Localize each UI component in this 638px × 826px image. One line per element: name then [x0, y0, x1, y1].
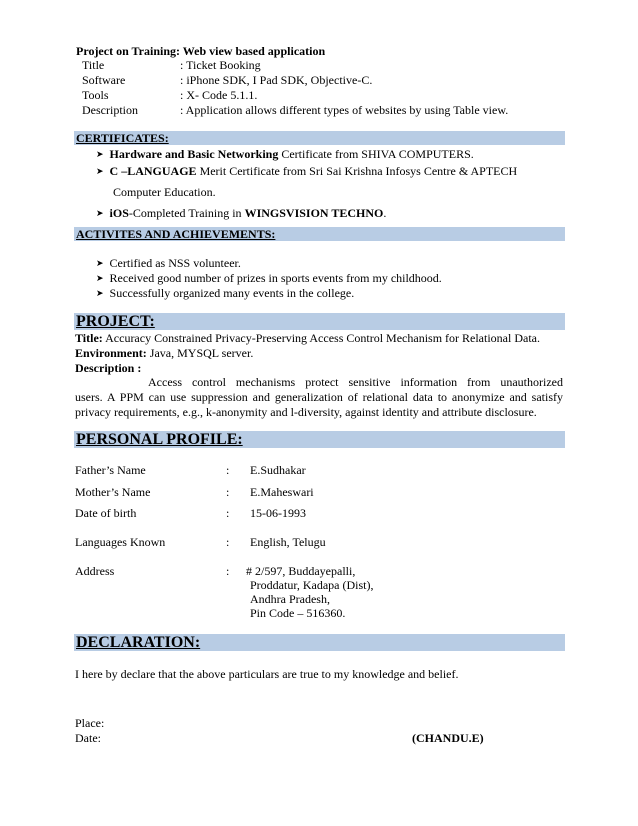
arrow-bullet-icon: ➤	[96, 167, 104, 177]
profile-value: E.Maheswari	[250, 485, 314, 499]
place-label: Place:	[75, 716, 105, 730]
project-description-label: Description :	[75, 361, 142, 375]
training-label-description: Description	[82, 103, 138, 117]
profile-label: Languages Known	[75, 535, 166, 549]
activity-text: Certified as NSS volunteer.	[109, 256, 241, 270]
certificate-detail: Certificate from SHIVA COMPUTERS.	[278, 147, 474, 161]
certificate-name: iOS	[109, 206, 129, 220]
project-title-value: Accuracy Constrained Privacy-Preserving Access Control Mechanism for Relational Data.	[102, 331, 540, 345]
profile-value: E.Sudhakar	[250, 463, 306, 477]
certificate-institute: WINGSVISION TECHNO	[244, 206, 384, 220]
profile-value: 15-06-1993	[250, 506, 306, 520]
arrow-bullet-icon: ➤	[96, 150, 104, 160]
training-label-software: Software	[82, 73, 126, 87]
personal-heading: PERSONAL PROFILE:	[76, 431, 243, 448]
activity-item	[96, 271, 442, 286]
personal-section-bar	[74, 431, 565, 448]
profile-colon: :	[226, 535, 230, 549]
address-line: Proddatur, Kadapa (Dist),	[250, 578, 374, 592]
profile-label: Address	[75, 564, 115, 578]
project-title-label: Title:	[75, 331, 103, 345]
profile-label: Date of birth	[75, 506, 137, 520]
activities-section-bar	[74, 227, 565, 241]
signature-name: (CHANDU.E)	[412, 731, 484, 745]
certificate-end: .	[383, 206, 387, 220]
arrow-bullet-icon: ➤	[96, 274, 104, 284]
training-label-title: Title	[82, 58, 105, 72]
activity-item	[96, 286, 354, 301]
certificate-detail: -Completed Training in	[128, 206, 245, 220]
project-environment-line	[75, 346, 253, 361]
certificate-item	[96, 147, 474, 162]
profile-colon: :	[226, 463, 230, 477]
project-description-line: Access control mechanisms protect sensitive information from unauthorized	[148, 375, 563, 389]
declaration-heading: DECLARATION:	[76, 634, 201, 651]
address-line: Andhra Pradesh,	[250, 592, 330, 606]
training-heading	[76, 44, 325, 59]
activities-heading: ACTIVITES AND ACHIEVEMENTS:	[76, 227, 276, 241]
training-value-description: : Application allows different types of websites by using Table view.	[180, 103, 509, 117]
project-section-bar	[74, 313, 565, 330]
profile-value: English, Telugu	[250, 535, 326, 549]
certificates-heading: CERTIFICATES:	[76, 131, 169, 145]
profile-colon: :	[226, 564, 230, 578]
certificate-continuation: Computer Education.	[113, 185, 216, 199]
certificates-section-bar	[74, 131, 565, 145]
arrow-bullet-icon: ➤	[96, 209, 104, 219]
activity-text: Received good number of prizes in sports events from my childhood.	[109, 271, 442, 285]
certificate-detail: Merit Certificate from Sri Sai Krishna Infosys Centre & APTECH	[196, 164, 518, 178]
certificate-name: Hardware and Basic Networking	[109, 147, 279, 161]
profile-label: Father’s Name	[75, 463, 146, 477]
certificate-item	[96, 164, 517, 179]
date-label: Date:	[75, 731, 101, 745]
project-environment-label: Environment:	[75, 346, 147, 360]
project-heading: PROJECT:	[76, 313, 155, 330]
project-description-line: privacy requirements, e.g., k-anonymity and l-diversity, against identity and attribute disclosure.	[75, 405, 537, 419]
profile-value: # 2/597, Buddayepalli,	[246, 564, 356, 578]
project-description-line: users. A PPM can use suppression and generalization of relational data to anonymize and satisfy	[75, 390, 563, 404]
training-label-tools: Tools	[82, 88, 109, 102]
arrow-bullet-icon: ➤	[96, 289, 104, 299]
certificate-name: C –LANGUAGE	[109, 164, 197, 178]
declaration-section-bar	[74, 634, 565, 651]
profile-label: Mother’s Name	[75, 485, 151, 499]
training-value-title: : Ticket Booking	[180, 58, 261, 72]
activity-item	[96, 256, 241, 271]
certificate-item	[96, 206, 386, 221]
arrow-bullet-icon: ➤	[96, 259, 104, 269]
training-value-tools: : X- Code 5.1.1.	[180, 88, 258, 102]
project-title-line	[75, 331, 540, 346]
project-environment-value: Java, MYSQL server.	[146, 346, 254, 360]
training-value-software: : iPhone SDK, I Pad SDK, Objective-C.	[180, 73, 373, 87]
training-heading-value: Web view based application	[182, 44, 326, 58]
declaration-text: I here by declare that the above particulars are true to my knowledge and belief.	[75, 667, 459, 681]
address-line: Pin Code – 516360.	[250, 606, 346, 620]
profile-colon: :	[226, 485, 230, 499]
profile-colon: :	[226, 506, 230, 520]
activity-text: Successfully organized many events in the college.	[109, 286, 355, 300]
training-heading-label: Project on Training:	[76, 44, 180, 58]
